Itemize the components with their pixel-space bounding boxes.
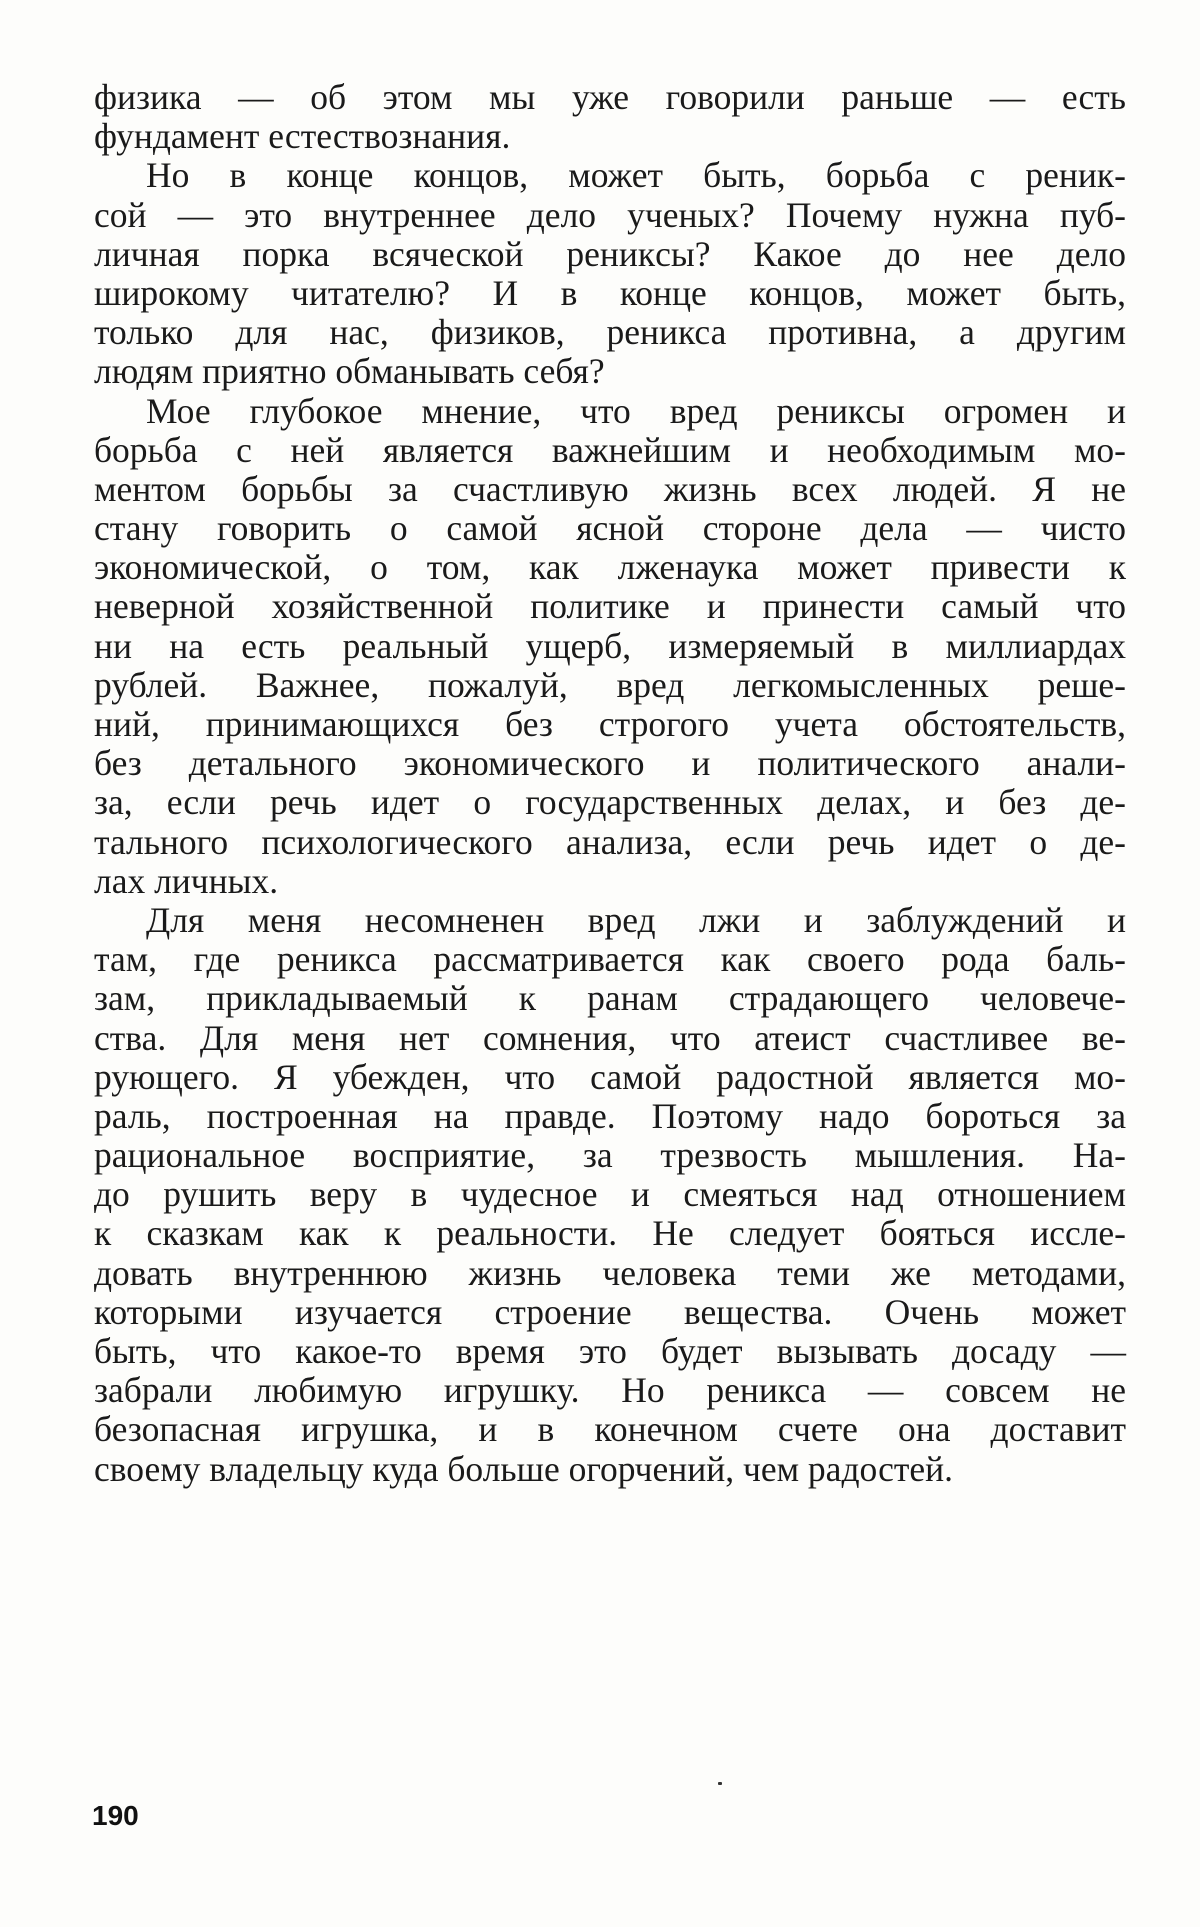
text-line: ства. Для меня нет сомнения, что атеист счастливее ве- [94, 1017, 1126, 1058]
text-line: борьба с ней является важнейшим и необходимым мо- [94, 429, 1126, 470]
text-line: безопасная игрушка, и в конечном счете она доставит [94, 1409, 1126, 1450]
text-line: рующего. Я убежден, что самой радостной является мо- [94, 1056, 1126, 1097]
text-line: без детального экономического и политического анали- [94, 743, 1126, 784]
text-line: сой — это внутреннее дело ученых? Почему нужна пуб- [94, 194, 1126, 235]
page-number: 190 [92, 1800, 139, 1831]
text-line: быть, что какое-то время это будет вызывать досаду — [94, 1331, 1126, 1371]
text-line: зам, прикладываемый к ранам страдающего человече- [94, 978, 1126, 1019]
text-line: там, где реникса рассматривается как своего рода баль- [94, 939, 1126, 980]
paragraph [94, 78, 1126, 156]
text-line: личная порка всяческой реникcы? Какое до нее дело [94, 233, 1126, 274]
text-line: рублей. Важнее, пожалуй, вред легкомысленных реше- [94, 664, 1126, 705]
text-line: ний, принимающихся без строгого учета обстоятельств, [94, 704, 1126, 744]
text-line: стану говорить о самой ясной стороне дела — чисто [94, 508, 1126, 549]
print-speck [718, 1782, 722, 1785]
text-line: экономической, о том, как лженаука может привести к [94, 547, 1126, 588]
text-line: забрали любимую игрушку. Но реникса — совсем не [94, 1370, 1126, 1411]
text-line: своему владельцу куда больше огорчений, чем радостей. [94, 1448, 954, 1489]
text-line: к сказкам как к реальности. Не следует бояться иссле- [94, 1213, 1126, 1254]
paragraph [94, 901, 1126, 1489]
body-text [94, 78, 1126, 1489]
text-line: Для меня несомненен вред лжи и заблуждений и [146, 899, 1126, 940]
text-line: до рушить веру в чудесное и смеяться над отношением [94, 1174, 1126, 1215]
text-line: Мое глубокое мнение, что вред реникcы огромен и [146, 390, 1126, 431]
text-line: тального психологического анализа, если речь идет о де- [94, 821, 1126, 862]
text-line: ментом борьбы за счастливую жизнь всех людей. Я не [94, 468, 1126, 509]
text-line: широкому читателю? И в конце концов, может быть, [94, 272, 1126, 313]
text-line: ни на есть реальный ущерб, измеряемый в миллиардах [94, 625, 1126, 666]
text-line: лах личных. [94, 860, 279, 901]
text-line: которыми изучается строение вещества. Очень может [94, 1291, 1126, 1332]
text-line: рациональное восприятие, за трезвость мышления. На- [94, 1135, 1126, 1176]
text-line: Но в конце концов, может быть, борьба с реник- [146, 155, 1126, 196]
text-line: довать внутреннюю жизнь человека теми же методами, [94, 1252, 1126, 1293]
text-line: только для нас, физиков, реникса противна, а другим [94, 312, 1126, 353]
paragraph [94, 156, 1126, 391]
text-line: людям приятно обманывать себя? [94, 351, 605, 392]
text-line: фундамент естествознания. [94, 116, 511, 157]
text-line: раль, построенная на правде. Поэтому надо бороться за [94, 1095, 1126, 1136]
text-line: физика — об этом мы уже говорили раньше — есть [94, 77, 1126, 117]
text-line: неверной хозяйственной политике и принести самый что [94, 586, 1126, 627]
paragraph [94, 392, 1126, 901]
text-line: за, если речь идет о государственных делах, и без де- [94, 782, 1126, 823]
